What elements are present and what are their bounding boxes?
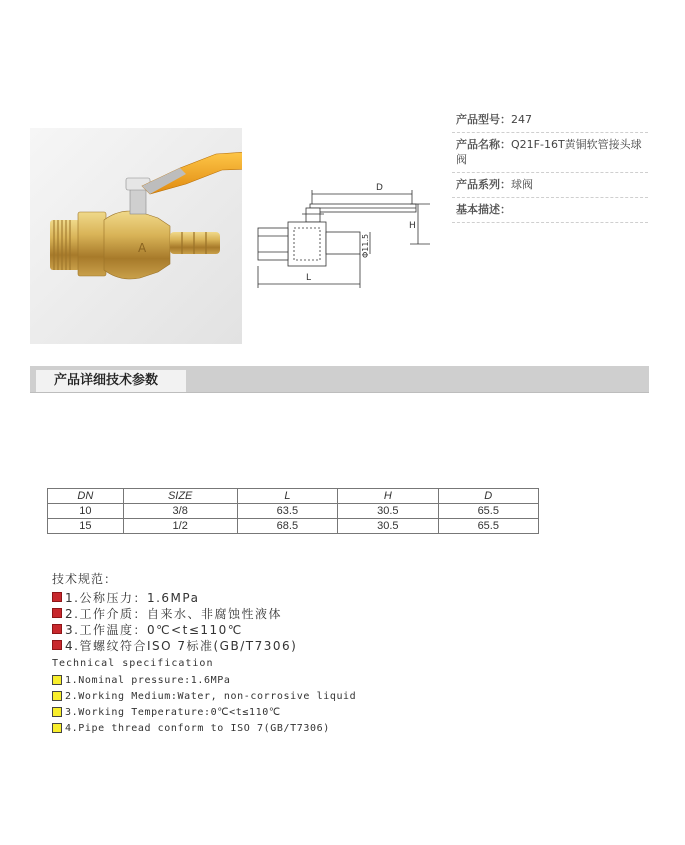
section-header-bar: [30, 366, 649, 393]
product-name-value: Q21F-16T黄铜软管接头球阀: [456, 138, 642, 166]
list-item: [52, 637, 297, 653]
list-item-text: 2.Working Medium:Water, non-corrosive liquid: [65, 690, 357, 702]
table-row: [48, 519, 539, 534]
drawing-label-h: H: [409, 221, 416, 231]
list-item: [52, 688, 356, 704]
technical-drawing: [250, 182, 430, 292]
list-item-text: 3.工作温度：0℃<t≤110℃: [65, 622, 243, 637]
table-cell: 3/8: [123, 504, 237, 519]
list-item-text: 4.Pipe thread conform to ISO 7(GB/T7306): [65, 722, 330, 734]
table-cell: 65.5: [438, 519, 538, 534]
svg-text:A: A: [138, 241, 147, 255]
list-item-text: 3.Working Temperature:0℃<t≤110℃: [65, 706, 281, 718]
product-series-label: 产品系列：: [456, 178, 511, 191]
yellow-square-bullet-icon: [52, 707, 62, 717]
product-desc-label: 基本描述：: [456, 203, 511, 216]
tech-spec-cn-title: 技术规范：: [52, 572, 118, 586]
table-cell: 65.5: [438, 504, 538, 519]
list-item: [52, 704, 356, 720]
spec-table: [47, 488, 539, 534]
tech-spec-en-title: Technical specification: [52, 658, 214, 669]
product-series-value: 球阀: [511, 178, 533, 191]
table-header-cell: H: [338, 489, 438, 504]
drawing-label-d: D: [376, 183, 383, 193]
red-square-bullet-icon: [52, 624, 62, 634]
list-item: [52, 621, 297, 637]
table-cell: 15: [48, 519, 124, 534]
tech-spec-en: [52, 658, 356, 736]
red-square-bullet-icon: [52, 640, 62, 650]
yellow-square-bullet-icon: [52, 723, 62, 733]
list-item: [52, 672, 356, 688]
table-cell: 30.5: [338, 519, 438, 534]
yellow-square-bullet-icon: [52, 675, 62, 685]
product-model-row: [452, 108, 648, 133]
section-title: 产品详细技术参数: [36, 370, 186, 392]
list-item-text: 1.Nominal pressure:1.6MPa: [65, 674, 231, 686]
product-model-label: 产品型号：: [456, 113, 511, 126]
list-item-text: 1.公称压力：1.6MPa: [65, 590, 200, 605]
table-cell: 10: [48, 504, 124, 519]
table-cell: 30.5: [338, 504, 438, 519]
list-item: [52, 720, 356, 736]
tech-spec-cn: [52, 570, 297, 653]
drawing-label-l: L: [306, 273, 312, 283]
list-item-text: 2.工作介质：自来水、非腐蚀性液体: [65, 606, 282, 621]
product-info: [452, 108, 648, 223]
product-photo: [30, 128, 242, 344]
product-desc-row: [452, 198, 648, 223]
table-header-row: [48, 489, 539, 504]
yellow-square-bullet-icon: [52, 691, 62, 701]
table-header-cell: DN: [48, 489, 124, 504]
list-item-text: 4.管螺纹符合ISO 7标准(GB/T7306): [65, 638, 298, 653]
table-header-cell: L: [237, 489, 337, 504]
red-square-bullet-icon: [52, 592, 62, 602]
red-square-bullet-icon: [52, 608, 62, 618]
table-row: [48, 504, 539, 519]
product-name-row: [452, 133, 648, 173]
list-item: [52, 605, 297, 621]
drawing-label-dia: Φ11.5: [361, 233, 370, 258]
table-cell: 63.5: [237, 504, 337, 519]
product-name-label: 产品名称：: [456, 138, 511, 151]
product-series-row: [452, 173, 648, 198]
product-model-value: 247: [511, 113, 532, 126]
table-header-cell: SIZE: [123, 489, 237, 504]
table-cell: 68.5: [237, 519, 337, 534]
table-cell: 1/2: [123, 519, 237, 534]
ball-valve-image: [30, 128, 242, 344]
table-header-cell: D: [438, 489, 538, 504]
list-item: [52, 589, 297, 605]
